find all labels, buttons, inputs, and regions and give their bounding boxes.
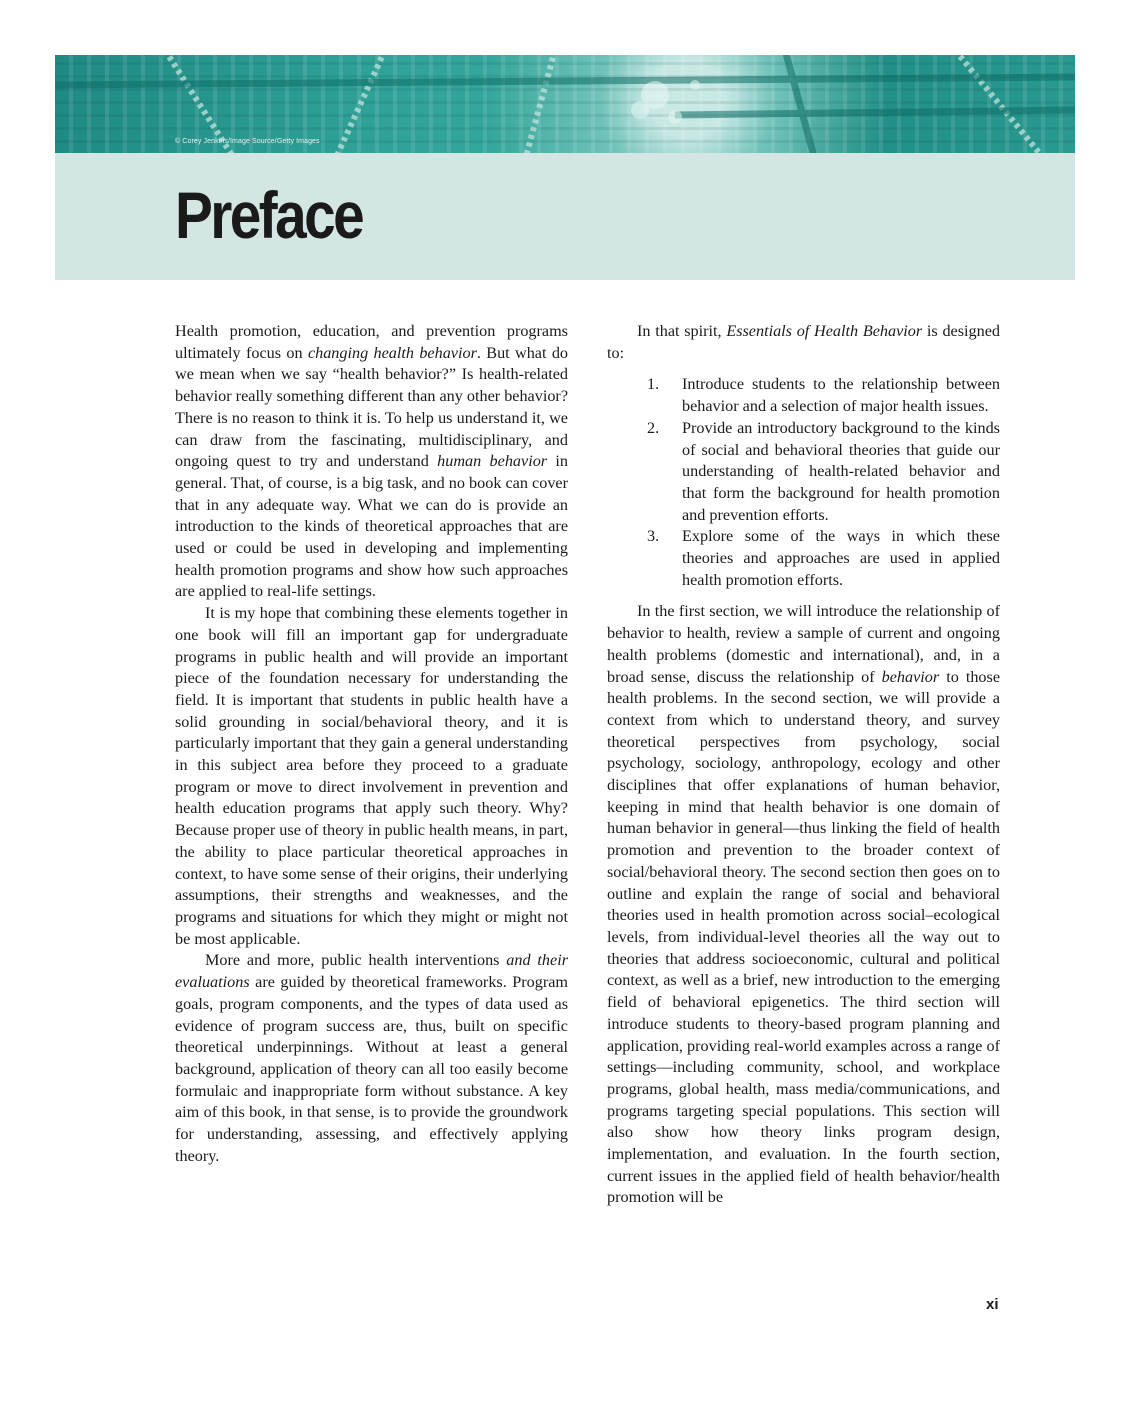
italic-text-run: behavior [881,667,940,686]
page-number: xi [986,1296,999,1313]
list-item [607,526,1000,591]
text-run: In the first section, we will introduce the relationship of behavior to health, review a sample of current and ongoing health problems (domestic and international), and, in a broad sense, discuss the relationship of [607,602,1000,686]
text-run: More and more, public health interventions [205,951,507,970]
paragraph-frameworks [175,950,568,1167]
photo-credit: © Corey Jenkins/Image Source/Getty Images [175,138,320,145]
italic-text-run: human behavior [437,452,548,471]
text-run: In that spirit, [637,322,727,340]
right-column [607,321,1000,1209]
italic-text-run: Essentials of Health Behavior [726,322,923,340]
list-item-number: 3. [647,527,660,546]
text-run: Health promotion, education, and prevention programs ultimately focus on [175,322,568,362]
paragraph-spirit [607,321,1000,364]
title-band [55,153,1075,280]
list-item-text: Explore some of the ways in which these theories and approaches are used in applied health promotion efforts. [682,527,1000,589]
paragraph-intro [175,321,568,603]
text-run: to those health problems. In the second section, we will provide a context from which to understand theory, and survey theoretical perspectives from psychology, social psychology, sociology, anthropology, ecology and other disciplines that offer explanations of human behavior, keeping in mind that health behavior is one domain of human behavior in general—thus linking the field of health promotion and prevention to the broader context of social/behavioral theory. The second section then goes on to outline and explain the range of social and behavioral theories used in health promotion across social–ecological levels, from individual-level theories all the way out to theories that address socioeconomic, cultural and political context, as well as a brief, new introduction to the emerging field of behavioral epigenetics. The third section will introduce students to theory-based program planning and application, providing real-world examples across a range of settings—including community, school, and workplace programs, global health, mass media/communications, and programs targeting special populations. This section will also show how theory links program design, implementation, and evaluation. In the fourth section, current issues in the applied field of health behavior/health promotion will be [607,667,1000,1207]
list-item-text: Provide an introductory background to the kinds of social and behavioral theories that guide our understanding of health-related behavior and that form the background for health promotion and prevention efforts. [682,418,1000,524]
text-run: are guided by theoretical frameworks. Program goals, program components, and the types of data used as evidence of program success are, thus, built on specific theoretical underpinnings. Without at least a general background, application of theory can all too easily become formulaic and inappropriate form without substance. A key aim of this book, in that sense, is to provide the groundwork for understanding, assessing, and effectively applying theory. [175,973,568,1165]
text-run: in general. That, of course, is a big task, and no book can cover that in any adequate way. What we can do is provide an introduction to the kinds of theoretical approaches that are used or could be used in developing and implementing health promotion programs and show how such approaches are applied to real-life settings. [175,452,569,601]
list-item [607,374,1000,417]
list-item [607,418,1000,527]
list-item-text: Introduce students to the relationship between behavior and a selection of major health issues. [682,375,1000,416]
paragraph-sections [607,601,1000,1209]
paragraph-hope [175,603,568,950]
goals-list [607,374,1000,591]
list-item-number: 1. [647,375,660,394]
page-title: Preface [175,178,363,252]
italic-text-run: and their evaluations [175,951,568,992]
list-item-number: 2. [647,418,660,437]
text-run: is designed to: [607,322,1000,362]
text-run: It is my hope that combining these elements together in one book will fill an important gap for undergraduate programs in public health and will provide an important piece of the foundation necessary for understanding the field. It is important that students in public health have a solid grounding in social/behavioral theory, and it is particularly important that they gain a general understanding in this subject area before they proceed to a graduate program or move to direct involvement in prevention and health education programs that apply such theory. Why? Because proper use of theory in public health means, in part, the ability to place particular theoretical approaches in context, to have some sense of their origins, their underlying assumptions, their strengths and weaknesses, and the programs and situations for which they might or might not be most applicable. [175,604,568,948]
italic-text-run: changing health behavior [307,343,477,362]
header-banner-photo [55,55,1075,153]
text-run: . But what do we mean when we say “health behavior?” Is health-related behavior really something different than any other behavior? There is no reason to think it is. To help us understand it, we can draw from the fascinating, multidisciplinary, and ongoing quest to try and understand [175,343,569,471]
left-column [175,321,568,1167]
